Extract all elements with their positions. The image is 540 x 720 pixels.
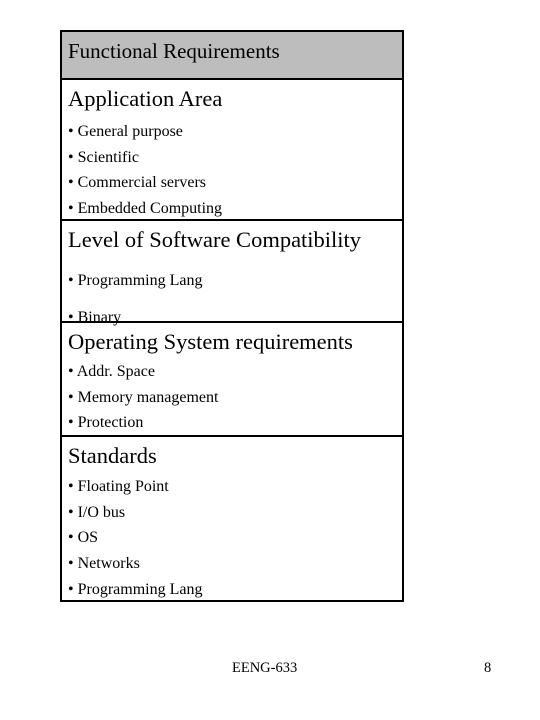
bullet-list [68,119,402,222]
bullet-list [68,359,402,436]
section-title: Application Area [68,86,223,111]
list-item: • Embedded Computing [68,200,223,218]
section-title: Level of Software Compatibility [68,227,362,252]
section-title: Standards [68,443,157,468]
bullet-list [68,474,402,603]
requirements-table [60,30,404,602]
section-title: Operating System requirements [68,329,353,354]
list-item: • I/O bus [68,503,126,521]
section-software-compatibility [62,219,402,326]
list-item: • Scientific [68,148,139,166]
list-item: • Memory management [68,388,219,406]
list-item: • Programming Lang [68,272,203,289]
table-header: Functional Requirements [62,32,402,80]
list-item: • Addr. Space [68,363,155,380]
list-item: • General purpose [68,123,183,140]
list-item: • Binary [68,309,122,326]
section-standards [62,435,402,600]
page-number: 8 [484,660,492,676]
footer-course-code: EENG-633 [232,660,298,676]
section-os-requirements [62,321,402,435]
list-item: • Floating Point [68,478,169,495]
list-item: • Commercial servers [68,174,206,192]
list-item: • OS [68,529,99,547]
list-item: • Programming Lang [68,580,203,598]
list-item: • Protection [68,414,144,432]
section-application-area [62,80,402,219]
list-item: • Networks [68,555,140,573]
